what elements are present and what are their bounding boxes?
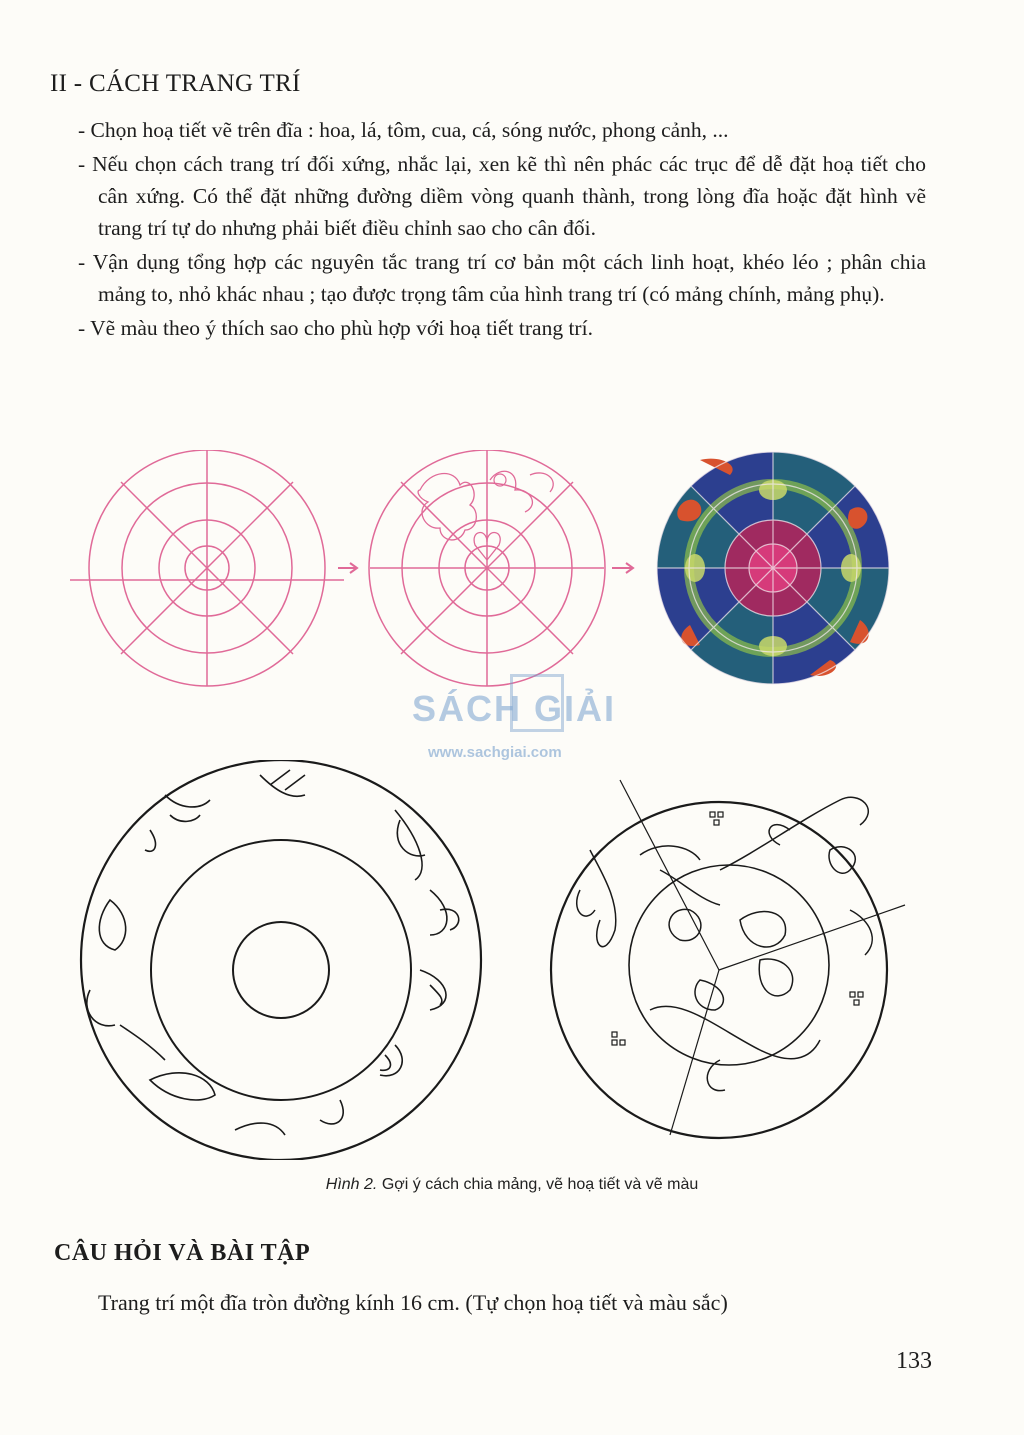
figure-plates bbox=[0, 760, 1024, 1160]
step-grid-diagram bbox=[70, 450, 344, 686]
section-title: II - CÁCH TRANG TRÍ bbox=[50, 70, 301, 97]
figure-caption-label: Hình 2. bbox=[325, 1176, 378, 1193]
watermark bbox=[410, 668, 620, 768]
arrow-icon bbox=[612, 563, 633, 573]
plate-border-drawing bbox=[81, 760, 481, 1160]
bullet-item: - Vận dụng tổng hợp các nguyên tắc trang trí cơ bản một cách linh hoạt, khéo léo ; phân chia mảng to, nhỏ khác nhau ; tạo được trọng tâm của hình trang trí (có mảng chính, mảng phụ). bbox=[78, 250, 926, 306]
watermark-brand: SÁCH GIẢI bbox=[412, 688, 617, 729]
page-number: 133 bbox=[896, 1348, 932, 1374]
bullet-item: - Nếu chọn cách trang trí đối xứng, nhắc lại, xen kẽ thì nên phác các trục để dễ đặt hoạ tiết cho cân xứng. Có thể đặt những đường diềm vòng quanh thành, trong lòng đĩa hoặc đặt hình vẽ trang trí tự do nhưng phải biết điều chỉnh sao cho cân đối. bbox=[78, 152, 926, 240]
figure-caption bbox=[0, 1176, 1024, 1194]
step-sketch-diagram bbox=[369, 450, 605, 686]
bullet-item: - Vẽ màu theo ý thích sao cho phù hợp với hoạ tiết trang trí. bbox=[78, 316, 593, 340]
bullet-list bbox=[78, 114, 926, 346]
watermark-url: www.sachgiai.com bbox=[428, 744, 562, 761]
bullet-item: - Chọn hoạ tiết vẽ trên đĩa : hoa, lá, tôm, cua, cá, sóng nước, phong cảnh, ... bbox=[78, 118, 729, 142]
arrow-icon bbox=[338, 563, 357, 573]
plate-floral-drawing bbox=[551, 780, 905, 1138]
step-colored-diagram bbox=[657, 452, 889, 684]
figure-caption-text: Gợi ý cách chia mảng, vẽ hoạ tiết và vẽ màu bbox=[381, 1176, 699, 1193]
questions-title: CÂU HỎI VÀ BÀI TẬP bbox=[54, 1240, 311, 1266]
exercise-text: Trang trí một đĩa tròn đường kính 16 cm. (Tự chọn hoạ tiết và màu sắc) bbox=[98, 1290, 728, 1315]
